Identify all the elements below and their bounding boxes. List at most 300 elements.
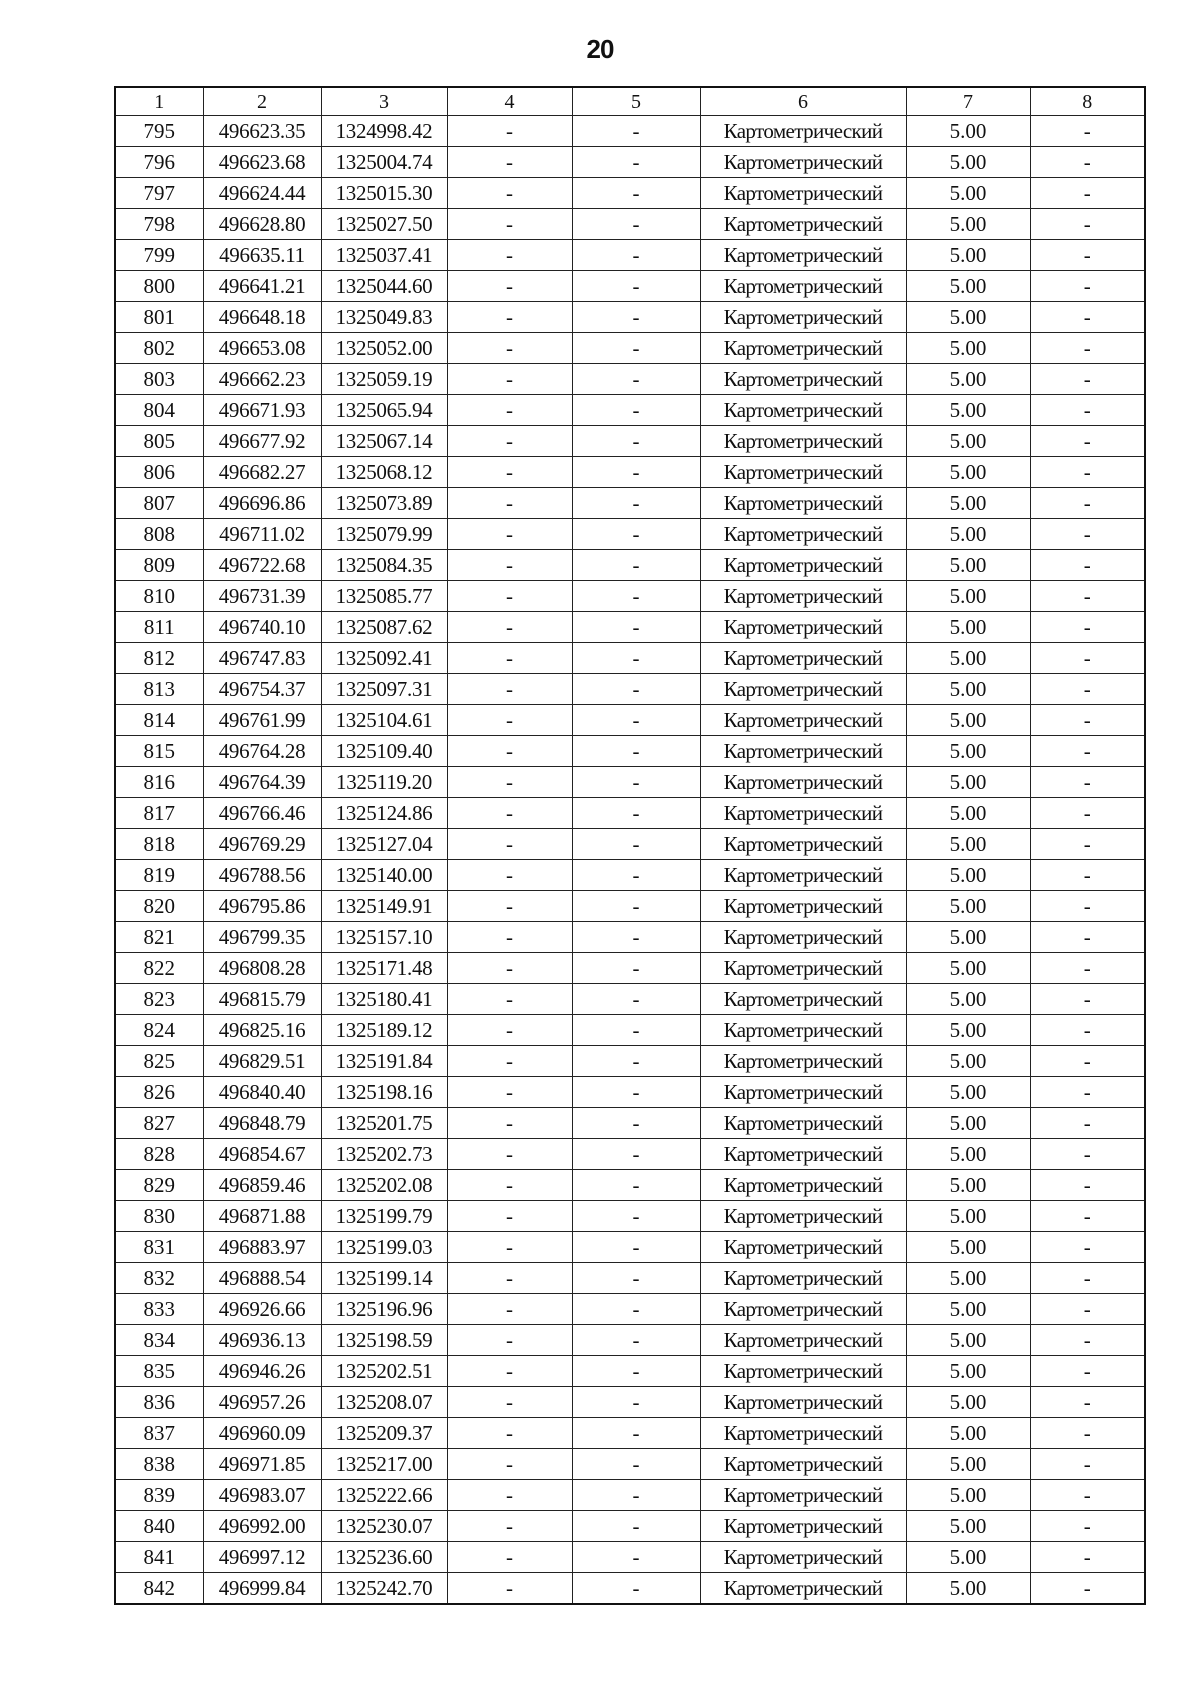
column-4-cell: - — [447, 643, 572, 674]
method-cell: Картометрический — [700, 1356, 906, 1387]
table-row — [115, 302, 1145, 333]
column-4-cell: - — [447, 1294, 572, 1325]
x-coordinate-cell: 496848.79 — [203, 1108, 321, 1139]
method-cell: Картометрический — [700, 767, 906, 798]
table-row — [115, 953, 1145, 984]
accuracy-cell: 5.00 — [906, 1542, 1030, 1573]
x-coordinate-cell: 496722.68 — [203, 550, 321, 581]
column-8-cell: - — [1030, 457, 1145, 488]
y-coordinate-cell: 1325217.00 — [321, 1449, 447, 1480]
method-cell: Картометрический — [700, 1139, 906, 1170]
y-coordinate-cell: 1325044.60 — [321, 271, 447, 302]
point-number-cell: 805 — [115, 426, 203, 457]
table-row — [115, 643, 1145, 674]
point-number-cell: 841 — [115, 1542, 203, 1573]
accuracy-cell: 5.00 — [906, 984, 1030, 1015]
accuracy-cell: 5.00 — [906, 1263, 1030, 1294]
accuracy-cell: 5.00 — [906, 643, 1030, 674]
table-row — [115, 240, 1145, 271]
point-number-cell: 835 — [115, 1356, 203, 1387]
y-coordinate-cell: 1325202.73 — [321, 1139, 447, 1170]
table-row — [115, 829, 1145, 860]
table-row — [115, 209, 1145, 240]
column-4-cell: - — [447, 674, 572, 705]
table-row — [115, 550, 1145, 581]
accuracy-cell: 5.00 — [906, 271, 1030, 302]
column-4-cell: - — [447, 922, 572, 953]
x-coordinate-cell: 496926.66 — [203, 1294, 321, 1325]
accuracy-cell: 5.00 — [906, 333, 1030, 364]
point-number-cell: 797 — [115, 178, 203, 209]
column-4-cell: - — [447, 116, 572, 147]
column-4-cell: - — [447, 1387, 572, 1418]
column-4-cell: - — [447, 488, 572, 519]
method-cell: Картометрический — [700, 643, 906, 674]
column-8-cell: - — [1030, 116, 1145, 147]
column-header-5: 5 — [572, 87, 700, 116]
point-number-cell: 823 — [115, 984, 203, 1015]
method-cell: Картометрический — [700, 457, 906, 488]
column-8-cell: - — [1030, 1201, 1145, 1232]
x-coordinate-cell: 496854.67 — [203, 1139, 321, 1170]
y-coordinate-cell: 1325015.30 — [321, 178, 447, 209]
table-row — [115, 612, 1145, 643]
column-5-cell: - — [572, 1139, 700, 1170]
point-number-cell: 799 — [115, 240, 203, 271]
table-row — [115, 457, 1145, 488]
column-8-cell: - — [1030, 1418, 1145, 1449]
method-cell: Картометрический — [700, 271, 906, 302]
y-coordinate-cell: 1325140.00 — [321, 860, 447, 891]
x-coordinate-cell: 496992.00 — [203, 1511, 321, 1542]
point-number-cell: 834 — [115, 1325, 203, 1356]
point-number-cell: 837 — [115, 1418, 203, 1449]
column-8-cell: - — [1030, 1511, 1145, 1542]
y-coordinate-cell: 1325084.35 — [321, 550, 447, 581]
table-row — [115, 1573, 1145, 1605]
column-8-cell: - — [1030, 860, 1145, 891]
point-number-cell: 822 — [115, 953, 203, 984]
method-cell: Картометрический — [700, 1542, 906, 1573]
x-coordinate-cell: 496682.27 — [203, 457, 321, 488]
accuracy-cell: 5.00 — [906, 860, 1030, 891]
column-4-cell: - — [447, 829, 572, 860]
column-header-2: 2 — [203, 87, 321, 116]
column-5-cell: - — [572, 519, 700, 550]
accuracy-cell: 5.00 — [906, 1201, 1030, 1232]
method-cell: Картометрический — [700, 1449, 906, 1480]
column-8-cell: - — [1030, 674, 1145, 705]
x-coordinate-cell: 496641.21 — [203, 271, 321, 302]
accuracy-cell: 5.00 — [906, 705, 1030, 736]
x-coordinate-cell: 496825.16 — [203, 1015, 321, 1046]
column-4-cell: - — [447, 860, 572, 891]
accuracy-cell: 5.00 — [906, 922, 1030, 953]
column-4-cell: - — [447, 302, 572, 333]
accuracy-cell: 5.00 — [906, 116, 1030, 147]
method-cell: Картометрический — [700, 860, 906, 891]
column-8-cell: - — [1030, 1294, 1145, 1325]
point-number-cell: 811 — [115, 612, 203, 643]
point-number-cell: 809 — [115, 550, 203, 581]
method-cell: Картометрический — [700, 612, 906, 643]
x-coordinate-cell: 496983.07 — [203, 1480, 321, 1511]
column-8-cell: - — [1030, 581, 1145, 612]
accuracy-cell: 5.00 — [906, 674, 1030, 705]
method-cell: Картометрический — [700, 1325, 906, 1356]
x-coordinate-cell: 496883.97 — [203, 1232, 321, 1263]
column-4-cell: - — [447, 891, 572, 922]
method-cell: Картометрический — [700, 178, 906, 209]
table-row — [115, 1015, 1145, 1046]
column-4-cell: - — [447, 1232, 572, 1263]
point-number-cell: 829 — [115, 1170, 203, 1201]
accuracy-cell: 5.00 — [906, 1356, 1030, 1387]
column-8-cell: - — [1030, 550, 1145, 581]
table-row — [115, 1139, 1145, 1170]
x-coordinate-cell: 496795.86 — [203, 891, 321, 922]
accuracy-cell: 5.00 — [906, 302, 1030, 333]
point-number-cell: 825 — [115, 1046, 203, 1077]
x-coordinate-cell: 496740.10 — [203, 612, 321, 643]
accuracy-cell: 5.00 — [906, 829, 1030, 860]
point-number-cell: 813 — [115, 674, 203, 705]
column-5-cell: - — [572, 426, 700, 457]
column-header-7: 7 — [906, 87, 1030, 116]
table-row — [115, 116, 1145, 147]
method-cell: Картометрический — [700, 705, 906, 736]
accuracy-cell: 5.00 — [906, 1387, 1030, 1418]
y-coordinate-cell: 1325068.12 — [321, 457, 447, 488]
column-5-cell: - — [572, 1356, 700, 1387]
point-number-cell: 819 — [115, 860, 203, 891]
column-8-cell: - — [1030, 1387, 1145, 1418]
table-row — [115, 1201, 1145, 1232]
column-4-cell: - — [447, 736, 572, 767]
column-5-cell: - — [572, 457, 700, 488]
y-coordinate-cell: 1325171.48 — [321, 953, 447, 984]
point-number-cell: 827 — [115, 1108, 203, 1139]
table-row — [115, 426, 1145, 457]
column-4-cell: - — [447, 1077, 572, 1108]
method-cell: Картометрический — [700, 1232, 906, 1263]
x-coordinate-cell: 496829.51 — [203, 1046, 321, 1077]
column-4-cell: - — [447, 426, 572, 457]
column-4-cell: - — [447, 705, 572, 736]
method-cell: Картометрический — [700, 209, 906, 240]
point-number-cell: 810 — [115, 581, 203, 612]
method-cell: Картометрический — [700, 519, 906, 550]
point-number-cell: 800 — [115, 271, 203, 302]
point-number-cell: 818 — [115, 829, 203, 860]
point-number-cell: 824 — [115, 1015, 203, 1046]
column-5-cell: - — [572, 1511, 700, 1542]
column-5-cell: - — [572, 705, 700, 736]
accuracy-cell: 5.00 — [906, 364, 1030, 395]
column-header-6: 6 — [700, 87, 906, 116]
point-number-cell: 828 — [115, 1139, 203, 1170]
column-8-cell: - — [1030, 984, 1145, 1015]
point-number-cell: 801 — [115, 302, 203, 333]
x-coordinate-cell: 496623.35 — [203, 116, 321, 147]
page-number: 20 — [586, 34, 614, 64]
column-5-cell: - — [572, 984, 700, 1015]
column-5-cell: - — [572, 1232, 700, 1263]
y-coordinate-cell: 1325199.03 — [321, 1232, 447, 1263]
column-5-cell: - — [572, 209, 700, 240]
x-coordinate-cell: 496971.85 — [203, 1449, 321, 1480]
accuracy-cell: 5.00 — [906, 1232, 1030, 1263]
x-coordinate-cell: 496696.86 — [203, 488, 321, 519]
table-row — [115, 1511, 1145, 1542]
point-number-cell: 806 — [115, 457, 203, 488]
y-coordinate-cell: 1325119.20 — [321, 767, 447, 798]
x-coordinate-cell: 496769.29 — [203, 829, 321, 860]
x-coordinate-cell: 496761.99 — [203, 705, 321, 736]
point-number-cell: 803 — [115, 364, 203, 395]
point-number-cell: 816 — [115, 767, 203, 798]
column-8-cell: - — [1030, 612, 1145, 643]
point-number-cell: 831 — [115, 1232, 203, 1263]
table-row — [115, 364, 1145, 395]
x-coordinate-cell: 496671.93 — [203, 395, 321, 426]
column-8-cell: - — [1030, 798, 1145, 829]
point-number-cell: 836 — [115, 1387, 203, 1418]
table-row — [115, 1418, 1145, 1449]
column-4-cell: - — [447, 519, 572, 550]
table-row — [115, 798, 1145, 829]
column-4-cell: - — [447, 798, 572, 829]
table-row — [115, 1170, 1145, 1201]
column-5-cell: - — [572, 1015, 700, 1046]
x-coordinate-cell: 496764.28 — [203, 736, 321, 767]
y-coordinate-cell: 1325157.10 — [321, 922, 447, 953]
x-coordinate-cell: 496997.12 — [203, 1542, 321, 1573]
method-cell: Картометрический — [700, 891, 906, 922]
y-coordinate-cell: 1325073.89 — [321, 488, 447, 519]
column-4-cell: - — [447, 581, 572, 612]
accuracy-cell: 5.00 — [906, 1573, 1030, 1605]
column-5-cell: - — [572, 1573, 700, 1605]
x-coordinate-cell: 496653.08 — [203, 333, 321, 364]
table-row — [115, 736, 1145, 767]
x-coordinate-cell: 496960.09 — [203, 1418, 321, 1449]
y-coordinate-cell: 1325109.40 — [321, 736, 447, 767]
y-coordinate-cell: 1325087.62 — [321, 612, 447, 643]
column-8-cell: - — [1030, 1108, 1145, 1139]
table-row — [115, 1542, 1145, 1573]
column-8-cell: - — [1030, 1542, 1145, 1573]
column-4-cell: - — [447, 240, 572, 271]
method-cell: Картометрический — [700, 1573, 906, 1605]
x-coordinate-cell: 496957.26 — [203, 1387, 321, 1418]
table-row — [115, 767, 1145, 798]
column-5-cell: - — [572, 302, 700, 333]
column-5-cell: - — [572, 1108, 700, 1139]
table-row — [115, 674, 1145, 705]
column-5-cell: - — [572, 1542, 700, 1573]
column-8-cell: - — [1030, 891, 1145, 922]
x-coordinate-cell: 496840.40 — [203, 1077, 321, 1108]
column-4-cell: - — [447, 1325, 572, 1356]
column-5-cell: - — [572, 674, 700, 705]
column-5-cell: - — [572, 736, 700, 767]
column-4-cell: - — [447, 1170, 572, 1201]
y-coordinate-cell: 1325124.86 — [321, 798, 447, 829]
point-number-cell: 839 — [115, 1480, 203, 1511]
column-5-cell: - — [572, 240, 700, 271]
point-number-cell: 796 — [115, 147, 203, 178]
method-cell: Картометрический — [700, 302, 906, 333]
method-cell: Картометрический — [700, 736, 906, 767]
column-4-cell: - — [447, 1356, 572, 1387]
column-5-cell: - — [572, 1077, 700, 1108]
column-8-cell: - — [1030, 1325, 1145, 1356]
column-5-cell: - — [572, 333, 700, 364]
method-cell: Картометрический — [700, 581, 906, 612]
column-4-cell: - — [447, 178, 572, 209]
table-row — [115, 860, 1145, 891]
column-4-cell: - — [447, 1201, 572, 1232]
accuracy-cell: 5.00 — [906, 550, 1030, 581]
column-5-cell: - — [572, 178, 700, 209]
x-coordinate-cell: 496936.13 — [203, 1325, 321, 1356]
x-coordinate-cell: 496628.80 — [203, 209, 321, 240]
method-cell: Картометрический — [700, 1263, 906, 1294]
coordinates-table — [114, 86, 1146, 1605]
column-5-cell: - — [572, 116, 700, 147]
column-5-cell: - — [572, 953, 700, 984]
y-coordinate-cell: 1325236.60 — [321, 1542, 447, 1573]
table-row — [115, 891, 1145, 922]
table-row — [115, 1263, 1145, 1294]
x-coordinate-cell: 496764.39 — [203, 767, 321, 798]
x-coordinate-cell: 496731.39 — [203, 581, 321, 612]
column-5-cell: - — [572, 147, 700, 178]
point-number-cell: 812 — [115, 643, 203, 674]
point-number-cell: 838 — [115, 1449, 203, 1480]
column-8-cell: - — [1030, 302, 1145, 333]
x-coordinate-cell: 496648.18 — [203, 302, 321, 333]
table-row — [115, 488, 1145, 519]
column-4-cell: - — [447, 1108, 572, 1139]
method-cell: Картометрический — [700, 922, 906, 953]
accuracy-cell: 5.00 — [906, 178, 1030, 209]
y-coordinate-cell: 1325085.77 — [321, 581, 447, 612]
column-4-cell: - — [447, 1542, 572, 1573]
accuracy-cell: 5.00 — [906, 395, 1030, 426]
point-number-cell: 842 — [115, 1573, 203, 1605]
accuracy-cell: 5.00 — [906, 1511, 1030, 1542]
y-coordinate-cell: 1325230.07 — [321, 1511, 447, 1542]
column-8-cell: - — [1030, 1480, 1145, 1511]
y-coordinate-cell: 1325027.50 — [321, 209, 447, 240]
accuracy-cell: 5.00 — [906, 209, 1030, 240]
table-row — [115, 333, 1145, 364]
y-coordinate-cell: 1325199.79 — [321, 1201, 447, 1232]
column-8-cell: - — [1030, 953, 1145, 984]
column-8-cell: - — [1030, 1232, 1145, 1263]
table-row — [115, 1232, 1145, 1263]
table-body — [115, 116, 1145, 1605]
y-coordinate-cell: 1325097.31 — [321, 674, 447, 705]
y-coordinate-cell: 1325222.66 — [321, 1480, 447, 1511]
table-row — [115, 1294, 1145, 1325]
y-coordinate-cell: 1325037.41 — [321, 240, 447, 271]
column-4-cell: - — [447, 767, 572, 798]
table-row — [115, 1077, 1145, 1108]
column-4-cell: - — [447, 364, 572, 395]
column-4-cell: - — [447, 550, 572, 581]
accuracy-cell: 5.00 — [906, 1015, 1030, 1046]
column-8-cell: - — [1030, 519, 1145, 550]
column-5-cell: - — [572, 1263, 700, 1294]
method-cell: Картометрический — [700, 550, 906, 581]
y-coordinate-cell: 1325052.00 — [321, 333, 447, 364]
x-coordinate-cell: 496677.92 — [203, 426, 321, 457]
x-coordinate-cell: 496815.79 — [203, 984, 321, 1015]
method-cell: Картометрический — [700, 1077, 906, 1108]
method-cell: Картометрический — [700, 1046, 906, 1077]
accuracy-cell: 5.00 — [906, 891, 1030, 922]
y-coordinate-cell: 1325198.59 — [321, 1325, 447, 1356]
column-8-cell: - — [1030, 643, 1145, 674]
y-coordinate-cell: 1325209.37 — [321, 1418, 447, 1449]
table-row — [115, 395, 1145, 426]
method-cell: Картометрический — [700, 1294, 906, 1325]
column-8-cell: - — [1030, 1139, 1145, 1170]
column-8-cell: - — [1030, 922, 1145, 953]
point-number-cell: 820 — [115, 891, 203, 922]
column-8-cell: - — [1030, 178, 1145, 209]
y-coordinate-cell: 1325004.74 — [321, 147, 447, 178]
method-cell: Картометрический — [700, 984, 906, 1015]
table-row — [115, 581, 1145, 612]
column-header-4: 4 — [447, 87, 572, 116]
column-4-cell: - — [447, 612, 572, 643]
column-4-cell: - — [447, 395, 572, 426]
column-5-cell: - — [572, 891, 700, 922]
column-4-cell: - — [447, 271, 572, 302]
column-8-cell: - — [1030, 1356, 1145, 1387]
column-8-cell: - — [1030, 240, 1145, 271]
table-row — [115, 1356, 1145, 1387]
x-coordinate-cell: 496788.56 — [203, 860, 321, 891]
accuracy-cell: 5.00 — [906, 1139, 1030, 1170]
accuracy-cell: 5.00 — [906, 767, 1030, 798]
column-8-cell: - — [1030, 736, 1145, 767]
method-cell: Картометрический — [700, 1480, 906, 1511]
y-coordinate-cell: 1325208.07 — [321, 1387, 447, 1418]
table-row — [115, 922, 1145, 953]
table-row — [115, 271, 1145, 302]
method-cell: Картометрический — [700, 674, 906, 705]
column-8-cell: - — [1030, 1573, 1145, 1605]
y-coordinate-cell: 1325127.04 — [321, 829, 447, 860]
accuracy-cell: 5.00 — [906, 1108, 1030, 1139]
method-cell: Картометрический — [700, 1418, 906, 1449]
column-4-cell: - — [447, 1263, 572, 1294]
column-8-cell: - — [1030, 1263, 1145, 1294]
x-coordinate-cell: 496808.28 — [203, 953, 321, 984]
y-coordinate-cell: 1325059.19 — [321, 364, 447, 395]
y-coordinate-cell: 1325180.41 — [321, 984, 447, 1015]
column-4-cell: - — [447, 1573, 572, 1605]
column-8-cell: - — [1030, 426, 1145, 457]
column-4-cell: - — [447, 1418, 572, 1449]
accuracy-cell: 5.00 — [906, 1046, 1030, 1077]
method-cell: Картометрический — [700, 333, 906, 364]
